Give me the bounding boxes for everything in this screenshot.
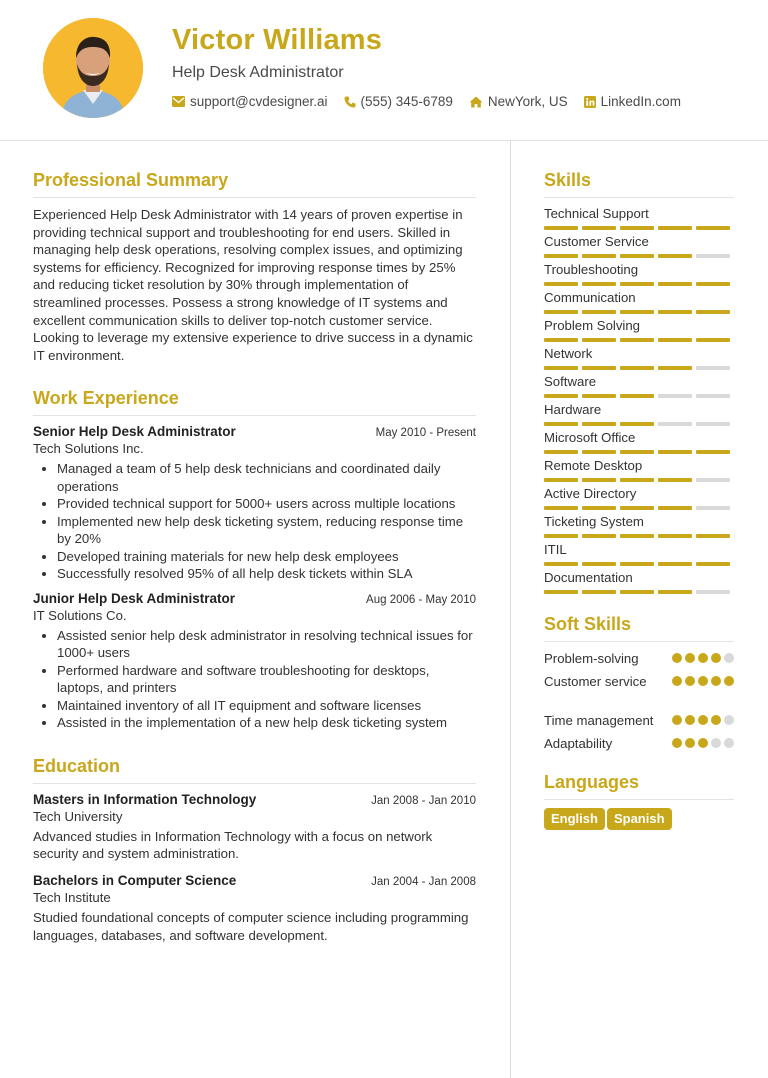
summary-section bbox=[33, 170, 476, 364]
skill-level-segment bbox=[582, 226, 616, 230]
skill-level-segment bbox=[544, 310, 578, 314]
linkedin-text: LinkedIn.com bbox=[600, 94, 681, 109]
skill-level-segment bbox=[544, 478, 578, 482]
skill-level-segment bbox=[620, 338, 654, 342]
languages-list bbox=[544, 808, 734, 830]
skill-level-segment bbox=[544, 282, 578, 286]
skill-level-segment bbox=[696, 394, 730, 398]
soft-skill-name: Customer service bbox=[544, 674, 647, 689]
rating-dot bbox=[724, 653, 734, 663]
soft-skill-rating bbox=[669, 653, 734, 663]
experience-heading: Work Experience bbox=[33, 388, 476, 416]
phone-text: (555) 345-6789 bbox=[360, 94, 453, 109]
rating-dot bbox=[672, 715, 682, 725]
rating-dot bbox=[724, 715, 734, 725]
soft-skill-rating bbox=[669, 676, 734, 686]
education-entry bbox=[33, 873, 476, 944]
candidate-role: Help Desk Administrator bbox=[172, 64, 344, 81]
bullet-item: • Performed hardware and software troubleshooting for desktops, laptops, and printers bbox=[57, 662, 476, 697]
skill-level-segment bbox=[658, 450, 692, 454]
job-bullets bbox=[33, 627, 476, 732]
skill-level-segment bbox=[696, 422, 730, 426]
skill-level-segment bbox=[620, 226, 654, 230]
main-column bbox=[33, 170, 476, 944]
skill-level-segment bbox=[582, 534, 616, 538]
skill-item bbox=[544, 206, 734, 230]
skill-level-bar bbox=[544, 254, 734, 258]
job-company: IT Solutions Co. bbox=[33, 607, 127, 623]
summary-heading: Professional Summary bbox=[33, 170, 476, 198]
language-badge: Spanish bbox=[607, 808, 672, 830]
rating-dot bbox=[711, 653, 721, 663]
contact-row bbox=[172, 94, 697, 109]
skill-level-segment bbox=[658, 534, 692, 538]
skill-level-segment bbox=[544, 338, 578, 342]
skill-name: Technical Support bbox=[544, 206, 649, 221]
rating-dot bbox=[711, 715, 721, 725]
languages-heading: Languages bbox=[544, 772, 734, 800]
skill-name: Customer Service bbox=[544, 234, 649, 249]
skill-item bbox=[544, 570, 734, 594]
skill-level-bar bbox=[544, 562, 734, 566]
skill-level-segment bbox=[620, 422, 654, 426]
skill-level-segment bbox=[544, 254, 578, 258]
skill-level-bar bbox=[544, 534, 734, 538]
rating-dot bbox=[711, 676, 721, 686]
skill-level-bar bbox=[544, 506, 734, 510]
language-badge: English bbox=[544, 808, 605, 830]
skill-level-segment bbox=[658, 422, 692, 426]
skill-name: Remote Desktop bbox=[544, 458, 643, 473]
skill-level-bar bbox=[544, 422, 734, 426]
candidate-name: Victor Williams bbox=[172, 24, 383, 56]
rating-dot bbox=[672, 738, 682, 748]
languages-section bbox=[544, 772, 734, 830]
contact-email[interactable] bbox=[172, 94, 328, 109]
skills-section bbox=[544, 170, 734, 594]
skill-name: Problem Solving bbox=[544, 318, 641, 333]
skill-level-segment bbox=[658, 562, 692, 566]
contact-location bbox=[469, 94, 568, 109]
avatar bbox=[43, 18, 143, 118]
skill-level-segment bbox=[544, 562, 578, 566]
skill-level-segment bbox=[696, 478, 730, 482]
soft-skill-item bbox=[544, 735, 734, 752]
skill-level-bar bbox=[544, 590, 734, 594]
skill-name: Hardware bbox=[544, 402, 602, 417]
skill-level-segment bbox=[696, 366, 730, 370]
skill-level-segment bbox=[658, 338, 692, 342]
rating-dot bbox=[724, 738, 734, 748]
skill-level-segment bbox=[696, 226, 730, 230]
skill-level-segment bbox=[658, 366, 692, 370]
rating-dot bbox=[711, 738, 721, 748]
skill-level-segment bbox=[582, 366, 616, 370]
skill-name: ITIL bbox=[544, 542, 567, 557]
school-name: Tech Institute bbox=[33, 890, 111, 906]
skill-level-segment bbox=[696, 254, 730, 258]
rating-dot bbox=[685, 738, 695, 748]
skill-level-segment bbox=[582, 394, 616, 398]
skill-level-segment bbox=[696, 282, 730, 286]
skill-level-segment bbox=[658, 282, 692, 286]
skill-level-segment bbox=[582, 506, 616, 510]
soft-skill-item bbox=[544, 650, 734, 667]
job-title: Senior Help Desk Administrator bbox=[33, 424, 236, 440]
education-section bbox=[33, 756, 476, 944]
skill-level-segment bbox=[544, 394, 578, 398]
skill-item bbox=[544, 542, 734, 566]
skill-level-bar bbox=[544, 226, 734, 230]
skill-level-segment bbox=[620, 506, 654, 510]
skill-level-segment bbox=[696, 506, 730, 510]
skill-level-segment bbox=[620, 310, 654, 314]
soft-skill-item bbox=[544, 673, 734, 690]
skills-heading: Skills bbox=[544, 170, 734, 198]
education-desc: Studied foundational concepts of computer science including programming languages, databases, and software development. bbox=[33, 910, 469, 943]
job-company: Tech Solutions Inc. bbox=[33, 441, 144, 457]
skill-level-segment bbox=[620, 534, 654, 538]
rating-dot bbox=[685, 676, 695, 686]
skill-level-segment bbox=[696, 338, 730, 342]
skill-level-segment bbox=[544, 226, 578, 230]
contact-linkedin[interactable] bbox=[584, 94, 681, 109]
skill-level-segment bbox=[658, 254, 692, 258]
skill-level-bar bbox=[544, 310, 734, 314]
skill-level-segment bbox=[544, 534, 578, 538]
education-heading: Education bbox=[33, 756, 476, 784]
skill-name: Active Directory bbox=[544, 486, 637, 501]
soft-skill-rating bbox=[669, 738, 734, 748]
rating-dot bbox=[724, 676, 734, 686]
skill-level-segment bbox=[544, 590, 578, 594]
soft-skill-item bbox=[544, 712, 734, 729]
skill-level-segment bbox=[620, 450, 654, 454]
job-date: Aug 2006 - May 2010 bbox=[366, 593, 476, 606]
skill-name: Communication bbox=[544, 290, 636, 305]
skill-level-segment bbox=[696, 590, 730, 594]
skills-list bbox=[544, 206, 734, 594]
skill-level-segment bbox=[696, 310, 730, 314]
soft-skills-section bbox=[544, 614, 734, 752]
soft-skills-heading: Soft Skills bbox=[544, 614, 734, 642]
skill-level-segment bbox=[658, 226, 692, 230]
skill-level-bar bbox=[544, 338, 734, 342]
soft-skill-name: Problem-solving bbox=[544, 651, 639, 666]
skill-level-bar bbox=[544, 394, 734, 398]
skill-level-segment bbox=[620, 478, 654, 482]
skill-level-segment bbox=[582, 450, 616, 454]
skill-item bbox=[544, 290, 734, 314]
skill-name: Documentation bbox=[544, 570, 633, 585]
job-date: May 2010 - Present bbox=[375, 427, 476, 440]
school-name: Tech University bbox=[33, 808, 123, 824]
skill-name: Ticketing System bbox=[544, 514, 644, 529]
phone-icon bbox=[344, 96, 356, 108]
soft-skills-list bbox=[544, 650, 734, 752]
skill-level-segment bbox=[696, 534, 730, 538]
bullet-item: • Developed training materials for new help desk employees bbox=[57, 548, 476, 566]
skill-item bbox=[544, 514, 734, 538]
education-date: Jan 2008 - Jan 2010 bbox=[371, 794, 476, 807]
job-bullets bbox=[33, 460, 476, 583]
rating-dot bbox=[685, 653, 695, 663]
skill-item bbox=[544, 486, 734, 510]
skill-level-segment bbox=[544, 422, 578, 426]
skill-level-bar bbox=[544, 366, 734, 370]
skill-level-segment bbox=[620, 254, 654, 258]
profile-photo bbox=[43, 18, 143, 118]
skill-level-segment bbox=[696, 450, 730, 454]
resume-header bbox=[0, 0, 768, 141]
skill-level-segment bbox=[582, 282, 616, 286]
skill-level-segment bbox=[544, 450, 578, 454]
rating-dot bbox=[672, 676, 682, 686]
skill-name: Troubleshooting bbox=[544, 262, 639, 277]
education-date: Jan 2004 - Jan 2008 bbox=[371, 876, 476, 889]
bullet-item: • Managed a team of 5 help desk technicians and coordinated daily operations bbox=[57, 460, 476, 495]
column-divider bbox=[510, 140, 511, 1078]
skill-level-segment bbox=[582, 338, 616, 342]
rating-dot bbox=[698, 738, 708, 748]
home-icon bbox=[469, 96, 483, 108]
soft-skill-name: Adaptability bbox=[544, 736, 613, 751]
rating-dot bbox=[698, 715, 708, 725]
skill-level-segment bbox=[544, 506, 578, 510]
skill-item bbox=[544, 374, 734, 398]
skill-level-segment bbox=[582, 254, 616, 258]
skill-level-segment bbox=[582, 310, 616, 314]
envelope-icon bbox=[172, 96, 185, 107]
linkedin-icon bbox=[584, 96, 596, 108]
skill-level-segment bbox=[696, 562, 730, 566]
skill-level-segment bbox=[582, 478, 616, 482]
job-title: Junior Help Desk Administrator bbox=[33, 590, 236, 606]
skill-item bbox=[544, 458, 734, 482]
skill-level-segment bbox=[582, 562, 616, 566]
bullet-item: • Provided technical support for 5000+ users across multiple locations bbox=[57, 495, 476, 513]
skill-name: Software bbox=[544, 374, 597, 389]
degree-title: Masters in Information Technology bbox=[33, 791, 257, 807]
skill-level-segment bbox=[658, 506, 692, 510]
location-text: NewYork, US bbox=[487, 94, 568, 109]
skill-item bbox=[544, 402, 734, 426]
skill-name: Microsoft Office bbox=[544, 430, 636, 445]
skill-level-segment bbox=[658, 590, 692, 594]
rating-dot bbox=[698, 653, 708, 663]
bullet-item: • Maintained inventory of all IT equipment and software licenses bbox=[57, 697, 476, 715]
skill-level-segment bbox=[620, 590, 654, 594]
rating-dot bbox=[672, 653, 682, 663]
contact-phone[interactable] bbox=[344, 94, 453, 109]
skill-item bbox=[544, 318, 734, 342]
skill-name: Network bbox=[544, 346, 593, 361]
skill-level-segment bbox=[658, 394, 692, 398]
bullet-item: • Successfully resolved 95% of all help desk tickets within SLA bbox=[57, 565, 476, 583]
experience-section bbox=[33, 388, 476, 732]
skill-level-segment bbox=[620, 394, 654, 398]
skill-level-segment bbox=[658, 478, 692, 482]
skill-level-segment bbox=[582, 422, 616, 426]
skill-item bbox=[544, 234, 734, 258]
bullet-item: • Assisted senior help desk administrator in resolving technical issues for 1000+ users bbox=[57, 627, 476, 662]
skill-level-bar bbox=[544, 282, 734, 286]
skill-level-segment bbox=[544, 366, 578, 370]
soft-skill-name: Time management bbox=[544, 713, 654, 728]
skill-item bbox=[544, 262, 734, 286]
email-text: support@cvdesigner.ai bbox=[190, 94, 328, 109]
skill-level-segment bbox=[620, 562, 654, 566]
skill-level-segment bbox=[620, 366, 654, 370]
skill-level-segment bbox=[582, 590, 616, 594]
bullet-item: • Implemented new help desk ticketing system, reducing response time by 20% bbox=[57, 513, 476, 548]
skill-level-segment bbox=[620, 282, 654, 286]
education-desc: Advanced studies in Information Technology with a focus on network security and system administration. bbox=[33, 828, 433, 862]
skill-level-bar bbox=[544, 478, 734, 482]
skill-level-segment bbox=[658, 310, 692, 314]
education-entry bbox=[33, 792, 476, 863]
summary-text: Experienced Help Desk Administrator with 14 years of proven expertise in providing technical support and troubleshooting for end users. Skilled in managing help desk operations, resolving complex issues, and optimizing systems for efficiency. Recognized for improving response times by 25% and reducing ticket resolution by 30% through implementation of streamlined processes. Possess a strong knowledge of IT systems and excellent communication skills to deliver top-notch customer service. Looking to leverage my extensive experience to drive success in a dynamic IT environment. bbox=[33, 207, 473, 363]
side-column bbox=[544, 170, 734, 830]
skill-item bbox=[544, 430, 734, 454]
skill-level-bar bbox=[544, 450, 734, 454]
skill-item bbox=[544, 346, 734, 370]
degree-title: Bachelors in Computer Science bbox=[33, 873, 237, 889]
bullet-item: • Assisted in the implementation of a new help desk ticketing system bbox=[57, 714, 476, 732]
rating-dot bbox=[698, 676, 708, 686]
job-entry bbox=[33, 424, 476, 583]
job-entry bbox=[33, 591, 476, 732]
soft-skill-rating bbox=[669, 715, 734, 725]
rating-dot bbox=[685, 715, 695, 725]
